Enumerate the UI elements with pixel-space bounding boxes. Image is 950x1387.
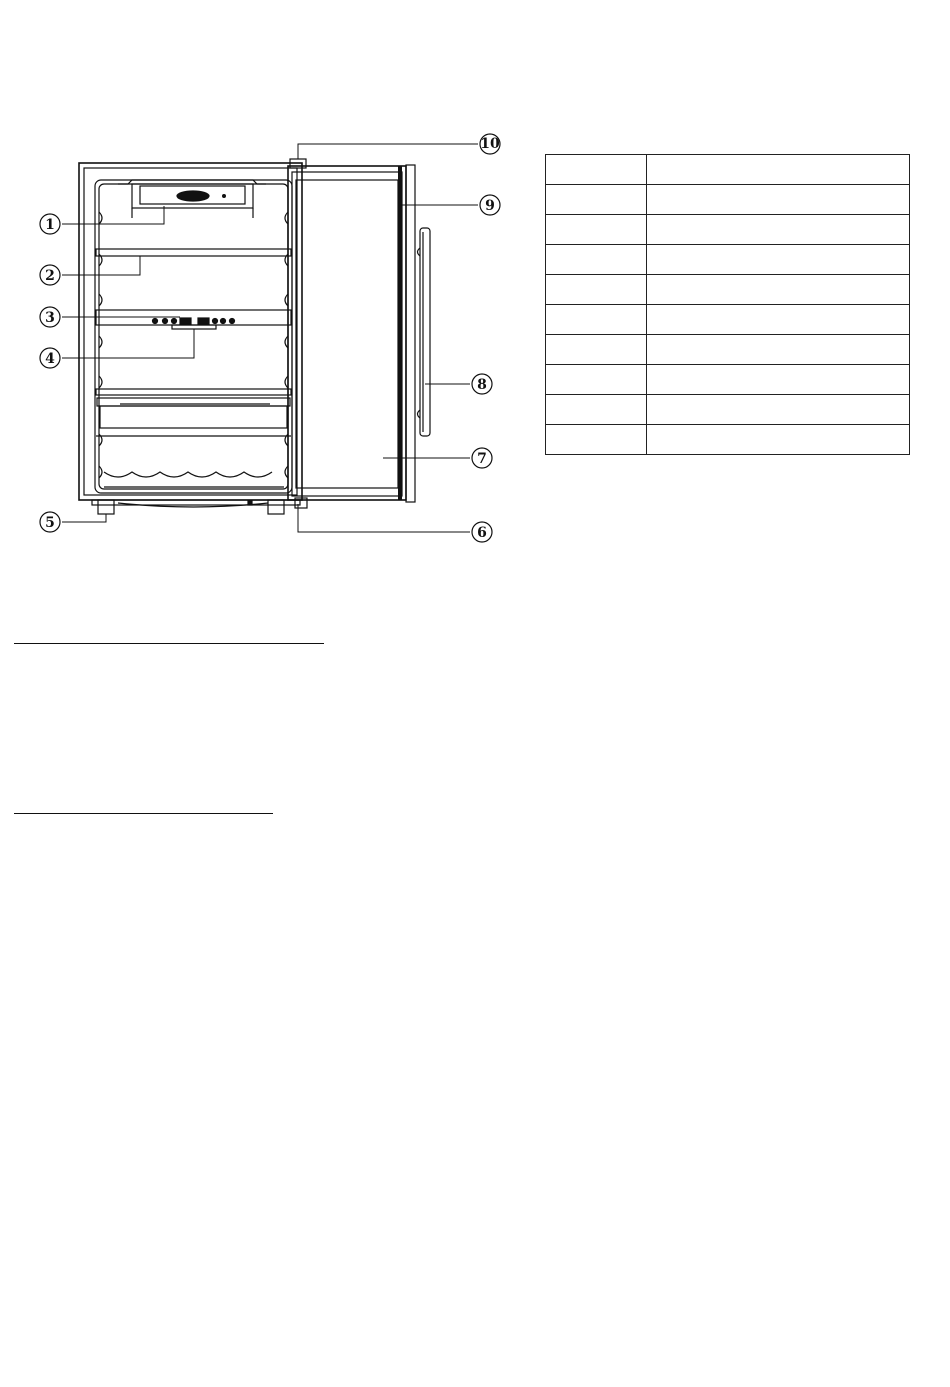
part-name-cell — [647, 365, 910, 395]
callout-1 — [40, 214, 60, 234]
table-row — [546, 425, 910, 455]
part-name-cell — [647, 185, 910, 215]
table-row — [546, 395, 910, 425]
callout-3 — [40, 307, 60, 327]
part-number-cell — [546, 215, 647, 245]
part-name-cell — [647, 155, 910, 185]
drawer — [96, 398, 291, 436]
callout-4 — [40, 348, 60, 368]
part-number-cell — [546, 305, 647, 335]
part-number-cell — [546, 335, 647, 365]
section-heading-2-underline — [14, 813, 273, 814]
parts-table — [545, 154, 910, 455]
part-name-cell — [647, 275, 910, 305]
part-name-cell — [647, 245, 910, 275]
table-row — [546, 365, 910, 395]
table-row — [546, 245, 910, 275]
cabinet — [79, 163, 302, 500]
part-name-cell — [647, 395, 910, 425]
glass-door — [288, 159, 415, 502]
table-row — [546, 155, 910, 185]
svg-text:3: 3 — [45, 310, 55, 326]
part-name-cell — [647, 305, 910, 335]
part-name-cell — [647, 335, 910, 365]
part-number-cell — [546, 425, 647, 455]
table-row — [546, 275, 910, 305]
callout-9 — [480, 195, 500, 215]
part-number-cell — [546, 245, 647, 275]
svg-text:8: 8 — [477, 377, 487, 393]
part-number-cell — [546, 395, 647, 425]
section-heading-1-underline — [14, 643, 324, 644]
svg-text:6: 6 — [477, 525, 487, 541]
shelf-lower — [96, 389, 291, 395]
door-handle — [418, 228, 431, 436]
svg-text:5: 5 — [45, 515, 55, 531]
callout-8 — [472, 374, 492, 394]
bottom-rack — [104, 472, 284, 487]
base-and-legs — [92, 498, 307, 514]
svg-text:10: 10 — [480, 136, 500, 152]
part-name-cell — [647, 425, 910, 455]
callout-10 — [480, 134, 500, 154]
callout-2 — [40, 265, 60, 285]
shelf-upper — [96, 249, 291, 256]
control-panel-shelf — [96, 310, 291, 329]
table-row — [546, 185, 910, 215]
part-number-cell — [546, 365, 647, 395]
callout-7 — [472, 448, 492, 468]
svg-text:4: 4 — [45, 351, 55, 367]
callout-5 — [40, 512, 60, 532]
part-name-cell — [647, 215, 910, 245]
callout-6 — [472, 522, 492, 542]
table-row — [546, 215, 910, 245]
svg-text:1: 1 — [45, 217, 55, 233]
svg-text:7: 7 — [477, 451, 487, 467]
svg-text:2: 2 — [45, 268, 55, 284]
table-row — [546, 305, 910, 335]
part-number-cell — [546, 275, 647, 305]
part-number-cell — [546, 155, 647, 185]
table-row — [546, 335, 910, 365]
part-number-cell — [546, 185, 647, 215]
svg-text:9: 9 — [485, 198, 495, 214]
fan-housing — [118, 180, 266, 218]
